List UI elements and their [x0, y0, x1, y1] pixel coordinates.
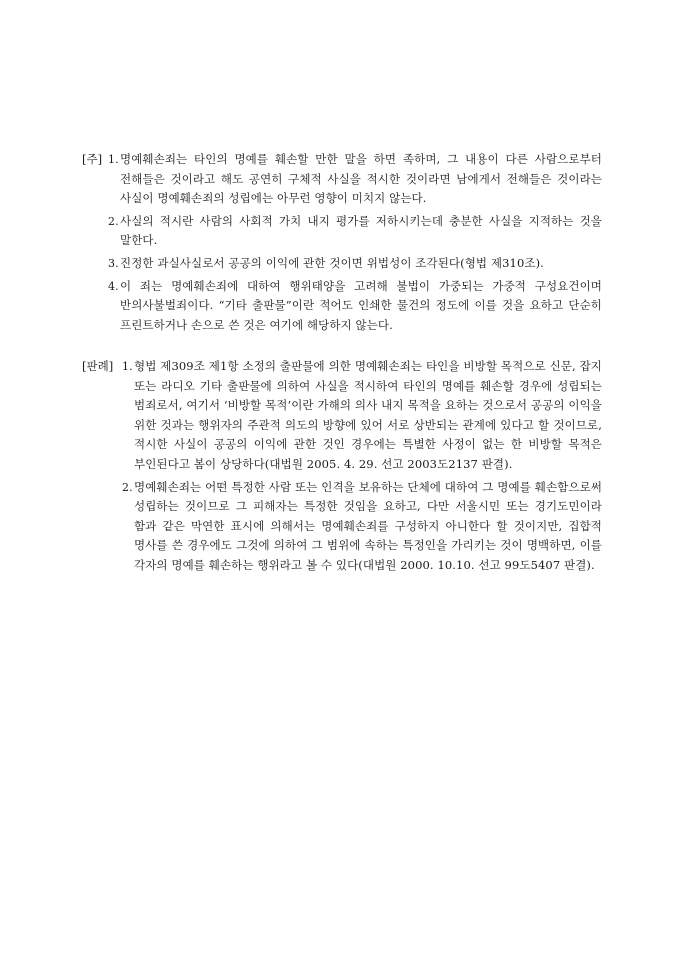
note-item: [108, 150, 602, 209]
note-number: 1.: [108, 153, 119, 166]
case-text: 명예훼손죄는 어떤 특정한 사람 또는 인격을 보유하는 단체에 대하여 그 명예를 훼손함으로써 성립하는 것이므로 그 피해자는 특정한 것임을 요하고, 다만 서울시민 또는 경기도민이라 함과 같은 막연한 표시에 의해서는 명예훼손죄를 구성하지 아니한다 할 것이지만, 집합적 명사를 쓴 경우에도 그것에 의하여 그 범위에 속하는 특정인을 가리키는 것이 명백하면, 이를 각자의 명예를 훼손하는 행위라고 볼 수 있다(대법원 2000. 10.10. 선고 99도5407 판결).: [134, 479, 602, 572]
note-number: 4.: [108, 279, 119, 293]
cases-section: [82, 357, 602, 579]
note-text: 이 죄는 명예훼손죄에 대하여 행위태양을 고려해 불법이 가중되는 가중적 구성요건이며 반의사불벌죄이다. “기타 출판물”이란 적어도 인쇄한 물건의 정도에 이를 것을 요하고 단순히 프린트하거나 손으로 쓴 것은 여기에 해당하지 않는다.: [120, 278, 602, 332]
note-item: [108, 254, 602, 274]
case-number: 1.: [122, 360, 133, 373]
note-item: [108, 212, 602, 251]
cases-list: [122, 357, 602, 576]
case-item: [122, 478, 602, 576]
note-text: 명예훼손죄는 타인의 명예를 훼손할 만한 말을 하면 족하며, 그 내용이 다른 사람으로부터 전해들은 것이라고 해도 공연히 구체적 사실을 적시한 것이라면 남에게서 전해들은 것이라는 사실이 명예훼손죄의 성립에는 아무런 영향이 미치지 않는다.: [120, 152, 602, 206]
note-text: 진정한 과실사실로서 공공의 이익에 관한 것이면 위법성이 조각된다(형법 제310조).: [120, 255, 544, 270]
cases-label: [판례]: [82, 359, 114, 373]
notes-list: [108, 150, 602, 335]
case-number: 2.: [122, 480, 133, 494]
case-item: [122, 357, 602, 475]
notes-label: [주]: [82, 152, 103, 166]
case-text: 형법 제309조 제1항 소정의 출판물에 의한 명예훼손죄는 타인을 비방할 목적으로 신문, 잡지 또는 라디오 기타 출판물에 의하여 사실을 적시하여 타인의 명예를 훼손할 경우에 성립되는 범죄로서, 여기서 ‘비방할 목적’이란 가해의 의사 내지 목적을 요하는 것으로서 공공의 이익을 위한 것과는 행위자의 주관적 의도의 방향에 있어 서로 상반되는 관계에 있다고 할 것이므로, 적시한 사실이 공공의 이익에 관한 것인 경우에는 특별한 사정이 없는 한 비방할 목적은 부인된다고 봄이 상당하다(대법원 2005. 4. 29. 선고 2003도2137 판결).: [134, 359, 602, 471]
note-number: 3.: [108, 256, 119, 270]
notes-section: [82, 150, 602, 338]
note-item: [108, 277, 602, 336]
note-text: 사실의 적시란 사람의 사회적 가치 내지 평가를 저하시키는데 충분한 사실을 지적하는 것을 말한다.: [120, 213, 602, 248]
note-number: 2.: [108, 214, 119, 228]
